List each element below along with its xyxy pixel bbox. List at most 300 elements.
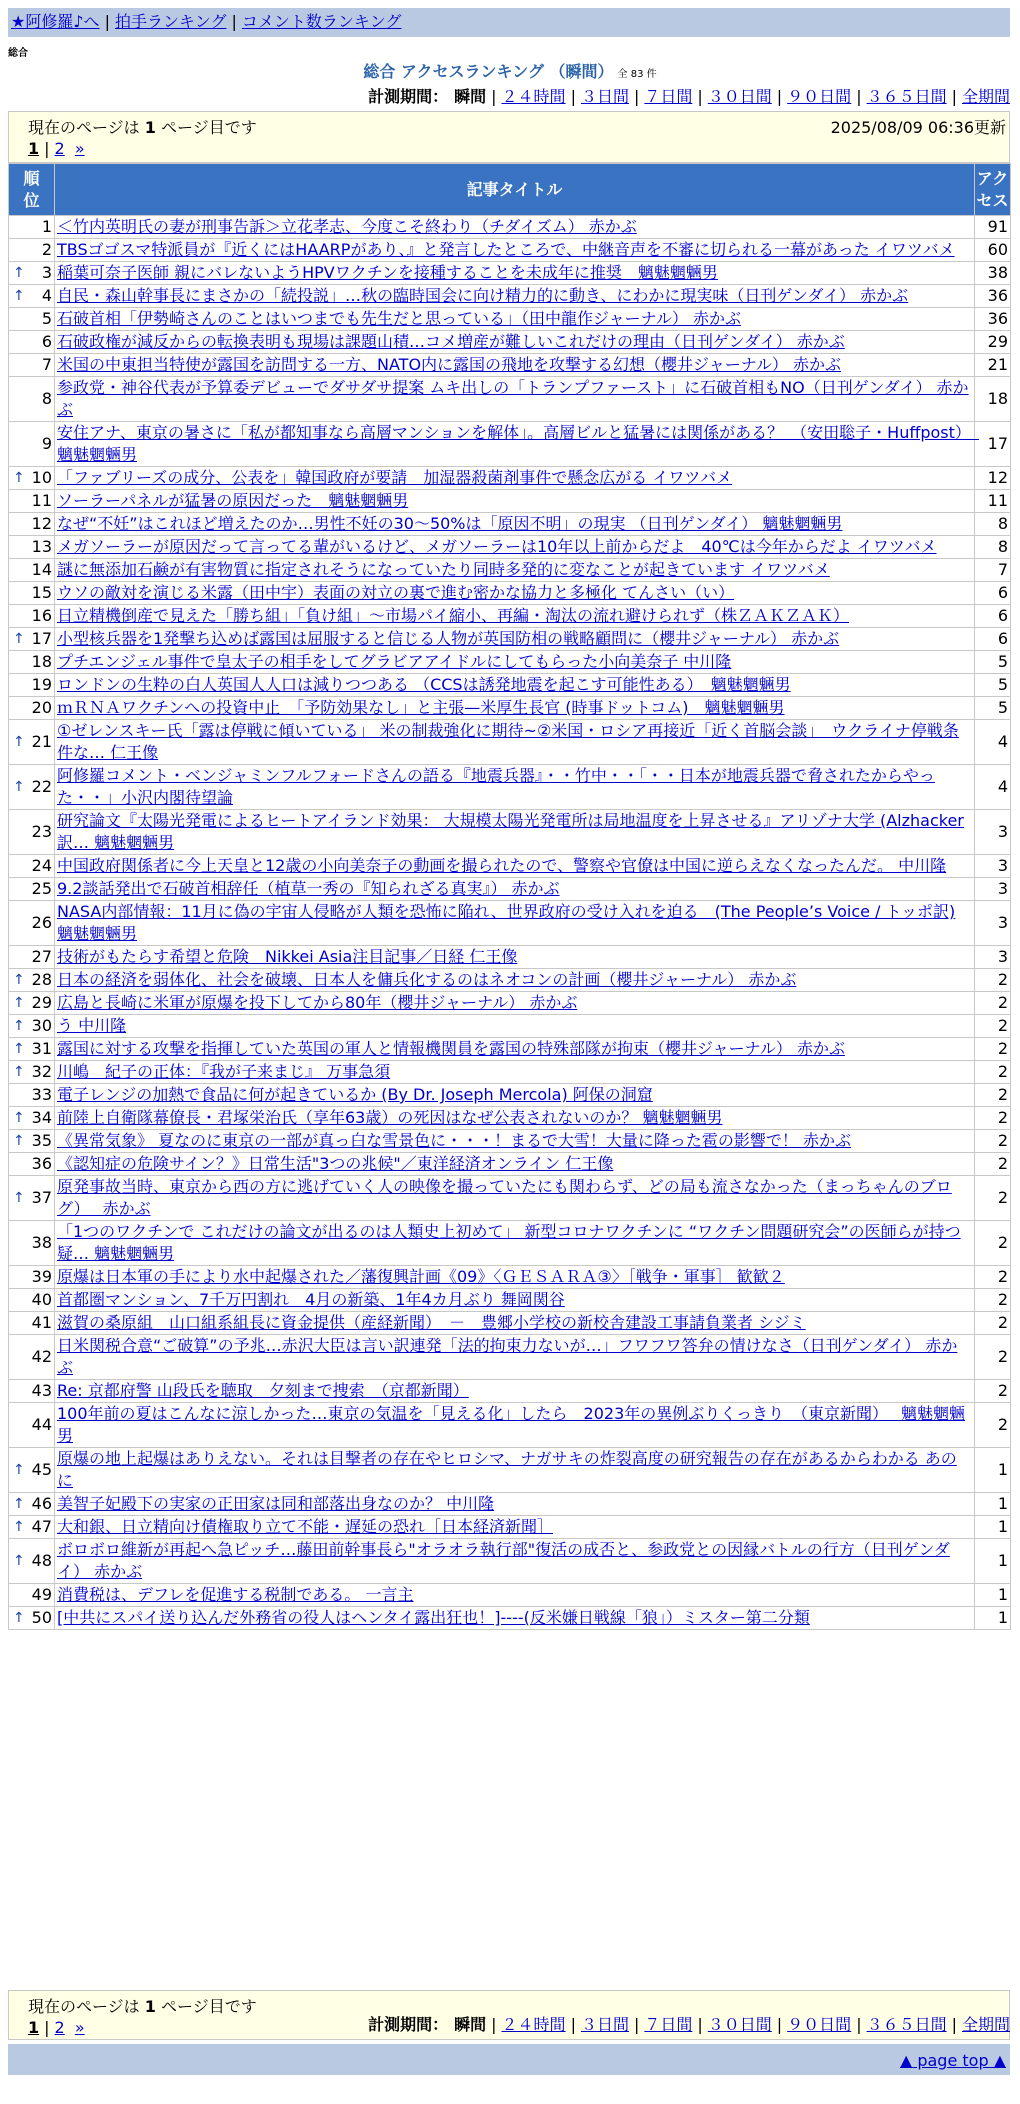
article-title-link[interactable]: 日立精機倒産で見えた「勝ち組」「負け組」～市場パイ縮小、再編・淘汰の流れ避けられず（株ＺＡＫＺＡＫ） (57, 606, 850, 625)
period-current: 瞬間 (454, 87, 487, 106)
title-cell (55, 878, 975, 901)
rank-number: 47 (31, 1517, 52, 1536)
rank-number: 34 (31, 1108, 52, 1127)
period-link[interactable]: ３０日間 (707, 2015, 772, 2034)
page-1-current: 1 (28, 139, 40, 158)
article-title-link[interactable]: NASA内部情報：11月に偽の宇宙人侵略が人類を恐怖に陥れ、世界政府の受け入れを迫る (The People’s Voice / トッポ訳) 魑魅魍魎男 (57, 902, 956, 943)
rank-cell (9, 1153, 55, 1176)
access-count: 36 (975, 308, 1011, 331)
page-2-link[interactable]: 2 (54, 2018, 65, 2037)
article-title-link[interactable]: ｍＲＮＡワクチンへの投資中止 「予防効果なし」と主張—米厚生長官 (時事ドットコム) 魑魅魍魎男 (57, 698, 785, 717)
table-row (9, 331, 1011, 354)
article-title-link[interactable]: 100年前の夏はこんなに涼しかった…東京の気温を「見える化」したら 2023年の異例ぶりくっきり （東京新聞） 魑魅魍魎男 (57, 1404, 966, 1445)
applause-ranking-link[interactable]: 拍手ランキング (114, 12, 227, 31)
access-count: 2 (975, 1038, 1011, 1061)
table-row (9, 308, 1011, 331)
period-separator: | (633, 2015, 640, 2034)
article-title-link[interactable]: 安住アナ、東京の暑さに「私が都知事なら高層マンションを解体」。高層ビルと猛暑には関係がある？ （安田聡子・Huffpost） 魑魅魍魎男 (57, 423, 979, 464)
article-title-link[interactable]: 中国政府関係者に今上天皇と12歳の小向美奈子の動画を撮られたので、警察や官僚は中国に逆らえなくなったんだ。 中川隆 (57, 856, 947, 875)
rank-number: 21 (31, 732, 52, 751)
period-selector-top (368, 86, 1010, 108)
article-title-link[interactable]: 阿修羅コメント・ベンジャミンフルフォードさんの語る『地震兵器』・・竹中・・「・・日本が地震兵器で脅されたからやった・・」小沢内閣待望論 (57, 766, 935, 807)
rank-cell (9, 1403, 55, 1448)
table-row (9, 1516, 1011, 1539)
table-row (9, 720, 1011, 765)
access-count: 91 (975, 216, 1011, 239)
article-title-link[interactable]: 滋賀の桑原組 山口組系組長に資金提供（産経新聞） － 豊郷小学校の新校舎建設工事請負業者 シジミ (57, 1313, 806, 1332)
rank-up-arrow-icon: ↑ (13, 1110, 25, 1126)
header-rank-label: 順 位 (23, 168, 40, 210)
period-link[interactable]: ９０日間 (787, 87, 852, 106)
current-page-suffix: ページ目です (155, 1997, 257, 2016)
article-title-link[interactable]: 自民・森山幹事長にまさかの「続投説」…秋の臨時国会に向け精力的に動き、にわかに現実味（日刊ゲンダイ） 赤かぶ (57, 286, 909, 305)
ranking-title-text: 総合 アクセスランキング （瞬間） (363, 62, 614, 81)
title-cell (55, 1084, 975, 1107)
rank-number: 30 (31, 1016, 52, 1035)
period-link[interactable]: ３日間 (580, 87, 629, 106)
period-separator: | (491, 2015, 497, 2034)
rank-cell (9, 377, 55, 422)
rank-up-arrow-icon: ↑ (13, 1018, 25, 1034)
title-cell (55, 1493, 975, 1516)
article-title-link[interactable]: 美智子妃殿下の実家の正田家は同和部落出身なのか？ 中川隆 (57, 1494, 495, 1513)
table-row (9, 467, 1011, 490)
table-row (9, 1061, 1011, 1084)
title-cell (55, 1015, 975, 1038)
period-separator: | (633, 87, 640, 106)
access-count: 8 (975, 513, 1011, 536)
rank-number: 14 (31, 560, 52, 579)
rank-cell (9, 697, 55, 720)
article-title-link[interactable]: なぜ“不妊”はこれほど増えたのか…男性不妊の30～50%は「原因不明」の現実 （日刊ゲンダイ） 魑魅魍魎男 (57, 514, 843, 533)
table-header-row (9, 164, 1011, 216)
rank-up-arrow-icon: ↑ (13, 1041, 25, 1057)
period-link[interactable]: ２４時間 (501, 2015, 566, 2034)
period-link[interactable]: 全期間 (961, 87, 1010, 106)
rank-cell (9, 1015, 55, 1038)
title-cell (55, 1130, 975, 1153)
table-row (9, 1312, 1011, 1335)
article-title-link[interactable]: [中共にスパイ送り込んだ外務省の役人はヘンタイ露出狂也！]----(反米嫌日戦線「狼」）ミスター第二分類 (57, 1608, 810, 1627)
access-count: 1 (975, 1516, 1011, 1539)
article-title-link[interactable]: 9.2談話発出で石破首相辞任（植草一秀の『知られざる真実』） 赤かぶ (57, 879, 560, 898)
article-title-link[interactable]: 《認知症の危険サイン？》日常生活"3つの兆候"／東洋経済オンライン 仁王像 (57, 1154, 614, 1173)
rank-cell (9, 331, 55, 354)
table-row (9, 216, 1011, 239)
rank-cell (9, 536, 55, 559)
access-count: 2 (975, 1153, 1011, 1176)
rank-cell (9, 1448, 55, 1493)
rank-cell (9, 1584, 55, 1607)
rank-number: 31 (31, 1039, 52, 1058)
rank-number: 11 (31, 491, 52, 510)
rank-number: 2 (41, 240, 52, 259)
table-row (9, 1493, 1011, 1516)
title-cell (55, 285, 975, 308)
access-count: 11 (975, 490, 1011, 513)
rank-number: 22 (31, 777, 52, 796)
current-page-prefix: 現在のページは (28, 1997, 145, 2016)
title-cell (55, 1176, 975, 1221)
table-row (9, 1176, 1011, 1221)
period-link[interactable]: 全期間 (961, 2015, 1010, 2034)
period-link[interactable]: ３６５日間 (866, 87, 947, 106)
article-title-link[interactable]: メガソーラーが原因だって言ってる輩がいるけど、メガソーラーは10年以上前からだよ 40℃は今年からだよ イワツバメ (57, 537, 937, 556)
table-row (9, 1015, 1011, 1038)
rank-up-arrow-icon: ↑ (13, 288, 25, 304)
article-title-link[interactable]: 小型核兵器を1発撃ち込めば露国は屈服すると信じる人物が英国防相の戦略顧問に（櫻井ジャーナル） 赤かぶ (57, 629, 840, 648)
rank-cell (9, 1607, 55, 1630)
title-cell (55, 855, 975, 878)
rank-up-arrow-icon: ↑ (13, 265, 25, 281)
access-count: 2 (975, 1380, 1011, 1403)
access-count: 38 (975, 262, 1011, 285)
top-nav-bar (8, 8, 1010, 37)
table-row (9, 1539, 1011, 1584)
period-separator: | (856, 87, 862, 106)
article-title-link[interactable]: 謎に無添加石鹸が有害物質に指定されそうになっていたり同時多発的に変なことが起きています イワツバメ (57, 560, 830, 579)
table-row (9, 582, 1011, 605)
pagination-bottom (28, 2018, 85, 2037)
rank-up-arrow-icon: ↑ (13, 470, 25, 486)
article-title-link[interactable]: 大和銀、日立精向け債権取り立て不能・遅延の恐れ［日本経済新聞］ (57, 1517, 554, 1536)
article-title-link[interactable]: ①ゼレンスキー氏「露は停戦に傾いている」 米の制裁強化に期待~②米国・ロシア再接近「近く首脳会談」 ウクライナ停戦条件な… 仁王像 (57, 721, 959, 762)
article-title-link[interactable]: 原爆は日本軍の手により水中起爆された／藩復興計画《09》〈ＧＥＳＡＲＡ③〉［戦争・軍事］ 歓歓２ (57, 1267, 785, 1286)
table-row (9, 855, 1011, 878)
access-count: 5 (975, 674, 1011, 697)
table-row (9, 697, 1011, 720)
title-cell (55, 467, 975, 490)
title-cell (55, 765, 975, 810)
rank-up-arrow-icon: ↑ (13, 1064, 25, 1080)
title-cell (55, 1153, 975, 1176)
access-count: 2 (975, 1061, 1011, 1084)
article-title-link[interactable]: 露国に対する攻撃を指揮していた英国の軍人と情報機関員を露国の特殊部隊が拘束（櫻井ジャーナル） 赤かぶ (57, 1039, 845, 1058)
article-title-link[interactable]: 米国の中東担当特使が露国を訪問する一方、NATO内に露国の飛地を攻撃する幻想（櫻井ジャーナル） 赤かぶ (57, 355, 842, 374)
article-title-link[interactable]: 《異常気象》 夏なのに東京の一部が真っ白な雪景色に・・・！まるで大雪！大量に降った雹の影響で！ 赤かぶ (57, 1131, 852, 1150)
rank-up-arrow-icon: ↑ (13, 1519, 25, 1535)
title-cell (55, 969, 975, 992)
access-count: 3 (975, 855, 1011, 878)
rank-cell (9, 559, 55, 582)
article-title-link[interactable]: 参政党・神谷代表が予算委デビューでダサダサ提案 ムキ出しの「トランプファースト」に石破首相もNO（日刊ゲンダイ） 赤かぶ (57, 378, 969, 419)
article-title-link[interactable]: 石破首相「伊勢崎さんのことはいつまでも先生だと思っている」（田中龍作ジャーナル） 赤かぶ (57, 309, 741, 328)
title-cell (55, 354, 975, 377)
rank-cell (9, 1335, 55, 1380)
access-count: 1 (975, 1448, 1011, 1493)
page-2-link[interactable]: 2 (54, 139, 65, 158)
table-row (9, 674, 1011, 697)
rank-cell (9, 1266, 55, 1289)
rank-number: 23 (31, 822, 52, 841)
access-count: 2 (975, 1221, 1011, 1266)
period-link[interactable]: ３６５日間 (866, 2015, 947, 2034)
article-title-link[interactable]: 原爆の地上起爆はありえない。それは目撃者の存在やヒロシマ、ナガサキの炸裂高度の研究報告の存在があるからわかる あのに (57, 1449, 957, 1490)
rank-number: 4 (41, 286, 52, 305)
table-row (9, 490, 1011, 513)
rank-number: 27 (31, 947, 52, 966)
rank-up-arrow-icon: ↑ (13, 779, 25, 795)
access-count: 60 (975, 239, 1011, 262)
article-title-link[interactable]: 「ファブリーズの成分、公表を」韓国政府が要請 加湿器殺菌剤事件で懸念広がる イワツバメ (57, 468, 733, 487)
article-title-link[interactable]: 石破政権が減反からの転換表明も現場は課題山積…コメ増産が難しいこれだけの理由（日刊ゲンダイ） 赤かぶ (57, 332, 845, 351)
title-cell (55, 536, 975, 559)
title-cell (55, 1038, 975, 1061)
article-title-link[interactable]: TBSゴゴスマ特派員が『近くにはHAARPがあり、』と発言したところで、中継音声を不審に切られる一幕があった イワツバメ (57, 240, 955, 259)
article-title-link[interactable]: ロンドンの生粋の白人英国人人口は減りつつある （CCSは誘発地震を起こす可能性ある） 魑魅魍魎男 (57, 675, 791, 694)
title-cell (55, 1448, 975, 1493)
rank-number: 44 (31, 1415, 52, 1434)
rank-number: 29 (31, 993, 52, 1012)
rank-number: 46 (31, 1494, 52, 1513)
article-title-link[interactable]: 首都圏マンション、7千万円割れ 4月の新築、1年4カ月ぶり 舞岡関谷 (57, 1290, 565, 1309)
rank-cell (9, 720, 55, 765)
title-cell (55, 1061, 975, 1084)
access-count: 2 (975, 1107, 1011, 1130)
title-cell (55, 513, 975, 536)
period-separator: | (570, 2015, 576, 2034)
period-link[interactable]: ７日間 (644, 87, 693, 106)
article-title-link[interactable]: う 中川隆 (57, 1016, 127, 1035)
period-label: 計測期間： (368, 87, 449, 106)
rank-number: 40 (31, 1290, 52, 1309)
rank-number: 49 (31, 1585, 52, 1604)
table-row (9, 285, 1011, 308)
title-cell (55, 331, 975, 354)
rank-number: 18 (31, 652, 52, 671)
article-title-link[interactable]: 広島と長崎に米軍が原爆を投下してから80年（櫻井ジャーナル） 赤かぶ (57, 993, 578, 1012)
period-link[interactable]: ３日間 (580, 2015, 629, 2034)
rank-number: 26 (31, 913, 52, 932)
rank-cell (9, 239, 55, 262)
table-row (9, 422, 1011, 467)
article-title-link[interactable]: 前陸上自衛隊幕僚長・君塚栄治氏（享年63歳）の死因はなぜ公表されないのか？ 魑魅魍魎男 (57, 1108, 723, 1127)
table-row (9, 1130, 1011, 1153)
rank-cell (9, 1038, 55, 1061)
header-rank (9, 164, 55, 216)
rank-cell (9, 1493, 55, 1516)
rank-number: 7 (41, 355, 52, 374)
current-page-text (28, 115, 257, 138)
article-title-link[interactable]: 電子レンジの加熱で食品に何が起きているか (By Dr. Joseph Mercola) 阿保の洞窟 (57, 1085, 653, 1104)
title-cell (55, 422, 979, 467)
table-row (9, 1266, 1011, 1289)
rank-cell (9, 1061, 55, 1084)
article-title-link[interactable]: 日本の経済を弱体化、社会を破壊、日本人を傭兵化するのはネオコンの計画（櫻井ジャーナル） 赤かぶ (57, 970, 797, 989)
access-count: 8 (975, 536, 1011, 559)
article-title-link[interactable]: 稲葉可奈子医師 親にバレないようHPVワクチンを接種することを未成年に推奨 魑魅魍魎男 (57, 263, 718, 282)
home-link[interactable]: ★阿修羅♪へ (11, 12, 100, 31)
title-cell (55, 697, 975, 720)
nav-separator: | (104, 12, 110, 31)
rank-cell (9, 810, 55, 855)
access-count: 2 (975, 992, 1011, 1015)
rank-up-arrow-icon: ↑ (13, 1462, 25, 1478)
article-title-link[interactable]: ボロボロ維新が再起へ急ピッチ…藤田前幹事長ら"オラオラ執行部"復活の成否と、参政党との因縁バトルの行方（日刊ゲンダイ） 赤かぶ (57, 1540, 950, 1581)
table-row (9, 969, 1011, 992)
rank-number: 5 (41, 309, 52, 328)
article-title-link[interactable]: 原発事故当時、東京から西の方に逃げていく人の映像を撮っていたにも関わらず、どの局も流さなかった（まっちゃんのブログ） 赤かぶ (57, 1177, 952, 1218)
table-row (9, 354, 1011, 377)
table-row (9, 901, 1011, 946)
period-link[interactable]: ２４時間 (501, 87, 566, 106)
period-separator: | (570, 87, 576, 106)
table-row (9, 1335, 1011, 1380)
table-row (9, 765, 1011, 810)
ranking-table (8, 163, 1011, 1630)
article-title-link[interactable]: 研究論文『太陽光発電によるヒートアイランド効果： 大規模太陽光発電所は局地温度を上昇させる』アリゾナ大学 (Alzhacker訳… 魑魅魍魎男 (57, 811, 964, 852)
period-current: 瞬間 (454, 2015, 487, 2034)
rank-cell (9, 1221, 55, 1266)
table-row (9, 992, 1011, 1015)
rank-cell (9, 216, 55, 239)
rank-number: 41 (31, 1313, 52, 1332)
period-separator: | (856, 2015, 862, 2034)
rank-up-arrow-icon: ↑ (13, 995, 25, 1011)
rank-up-arrow-icon: ↑ (13, 1496, 25, 1512)
header-title: 記事タイトル (55, 164, 975, 216)
table-row (9, 1448, 1011, 1493)
rank-number: 3 (41, 263, 52, 282)
access-count: 1 (975, 1584, 1011, 1607)
rank-up-arrow-icon: ↑ (13, 631, 25, 647)
title-cell (55, 992, 975, 1015)
rank-up-arrow-icon: ↑ (13, 1133, 25, 1149)
access-count: 7 (975, 559, 1011, 582)
article-title-link[interactable]: プチエンジェル事件で皇太子の相手をしてグラビアアイドルにしてもらった小向美奈子 中川隆 (57, 652, 732, 671)
article-title-link[interactable]: 「1つのワクチンで これだけの論文が出るのは人類史上初めて」 新型コロナワクチンに “ワクチン問題研究会”の医師らが持つ疑… 魑魅魍魎男 (57, 1222, 961, 1263)
period-link[interactable]: ９０日間 (787, 2015, 852, 2034)
title-cell (55, 720, 975, 765)
table-row (9, 651, 1011, 674)
table-row (9, 1403, 1011, 1448)
nav-separator: | (231, 12, 237, 31)
rank-number: 9 (41, 434, 52, 453)
table-row (9, 810, 1011, 855)
article-title-link[interactable]: Re: 京都府警 山段氏を聴取 夕刻まで捜索 （京都新聞） (57, 1381, 469, 1400)
article-title-link[interactable]: 日米関税合意“ご破算”の予兆…赤沢大臣は言い訳連発「法的拘束力ないが…」フワフワ答弁の情けなさ（日刊ゲンダイ） 赤かぶ (57, 1336, 958, 1377)
next-page-link[interactable]: » (74, 2018, 85, 2037)
current-page-number: 1 (144, 118, 156, 137)
rank-number: 25 (31, 879, 52, 898)
rank-cell (9, 262, 55, 285)
rank-cell (9, 1380, 55, 1403)
rank-cell (9, 582, 55, 605)
table-row (9, 536, 1011, 559)
access-count: 2 (975, 1130, 1011, 1153)
access-count: 4 (975, 720, 1011, 765)
current-page-number: 1 (144, 1997, 156, 2016)
rank-cell (9, 1130, 55, 1153)
rank-cell (9, 1107, 55, 1130)
rank-number: 38 (31, 1233, 52, 1252)
table-row (9, 513, 1011, 536)
rank-number: 17 (31, 629, 52, 648)
title-cell (55, 810, 975, 855)
rank-number: 43 (31, 1381, 52, 1400)
access-count: 2 (975, 1403, 1011, 1448)
current-page-prefix: 現在のページは (28, 118, 145, 137)
article-title-link[interactable]: ソーラーパネルが猛暑の原因だった 魑魅魍魎男 (57, 491, 409, 510)
access-count: 1 (975, 1493, 1011, 1516)
access-count: 2 (975, 969, 1011, 992)
rank-up-arrow-icon: ↑ (13, 972, 25, 988)
title-cell (55, 308, 975, 331)
period-separator: | (776, 87, 783, 106)
item-count: 全 83 件 (617, 69, 657, 80)
rank-number: 24 (31, 856, 52, 875)
access-count: 3 (975, 901, 1011, 946)
rank-cell (9, 1176, 55, 1221)
title-cell (55, 628, 975, 651)
rank-number: 37 (31, 1188, 52, 1207)
title-cell (55, 651, 975, 674)
access-count: 2 (975, 1084, 1011, 1107)
rank-number: 10 (31, 468, 52, 487)
access-count: 5 (975, 651, 1011, 674)
comment-ranking-link[interactable]: コメント数ランキング (241, 12, 402, 31)
title-cell (55, 582, 975, 605)
period-link[interactable]: ７日間 (644, 2015, 693, 2034)
rank-cell (9, 1084, 55, 1107)
rank-number: 12 (31, 514, 52, 533)
rank-cell (9, 946, 55, 969)
table-row (9, 1380, 1011, 1403)
current-page-suffix: ページ目です (155, 118, 257, 137)
rank-number: 20 (31, 698, 52, 717)
article-title-link[interactable]: 川嶋 紀子の正体：『我が子来まじ』 万事急須 (57, 1062, 391, 1081)
access-count: 3 (975, 810, 1011, 855)
table-row (9, 1107, 1011, 1130)
title-cell (55, 1516, 975, 1539)
title-cell (55, 559, 975, 582)
access-count: 2 (975, 1312, 1011, 1335)
access-count: 6 (975, 582, 1011, 605)
page-top-link[interactable]: ▲ page top ▲ (899, 2051, 1006, 2070)
rank-up-arrow-icon: ↑ (13, 1190, 25, 1206)
title-cell (55, 216, 975, 239)
title-cell (55, 901, 975, 946)
rank-cell (9, 467, 55, 490)
article-title-link[interactable]: 技術がもたらす希望と危険 Nikkei Asia注目記事／日経 仁王像 (57, 947, 518, 966)
rank-number: 42 (31, 1347, 52, 1366)
rank-cell (9, 901, 55, 946)
table-row (9, 1289, 1011, 1312)
category-label: 総合 (8, 48, 28, 59)
title-cell (55, 946, 975, 969)
period-separator: | (491, 87, 497, 106)
title-cell (55, 1584, 975, 1607)
title-cell (55, 1403, 975, 1448)
article-title-link[interactable]: ウソの敵対を演じる米露（田中宇）表面の対立の裏で進む密かな協力と多極化 てんさい（い） (57, 583, 735, 602)
article-title-link[interactable]: 消費税は、デフレを促進する税制である。 一言主 (57, 1585, 414, 1604)
table-row (9, 878, 1011, 901)
rank-up-arrow-icon: ↑ (13, 1553, 25, 1569)
rank-cell (9, 605, 55, 628)
header-access-label: アク セス (976, 168, 1009, 210)
access-count: 29 (975, 331, 1011, 354)
rank-up-arrow-icon: ↑ (13, 734, 25, 750)
article-title-link[interactable]: ＜竹内英明氏の妻が刑事告訴＞立花孝志、今度こそ終わり（チダイズム） 赤かぶ (57, 217, 637, 236)
period-link[interactable]: ３０日間 (707, 87, 772, 106)
table-row (9, 1084, 1011, 1107)
title-cell (55, 377, 975, 422)
ranking-title (0, 62, 1020, 85)
pagination (28, 139, 85, 158)
next-page-link[interactable]: » (74, 139, 85, 158)
title-cell (55, 490, 975, 513)
table-row (9, 377, 1011, 422)
